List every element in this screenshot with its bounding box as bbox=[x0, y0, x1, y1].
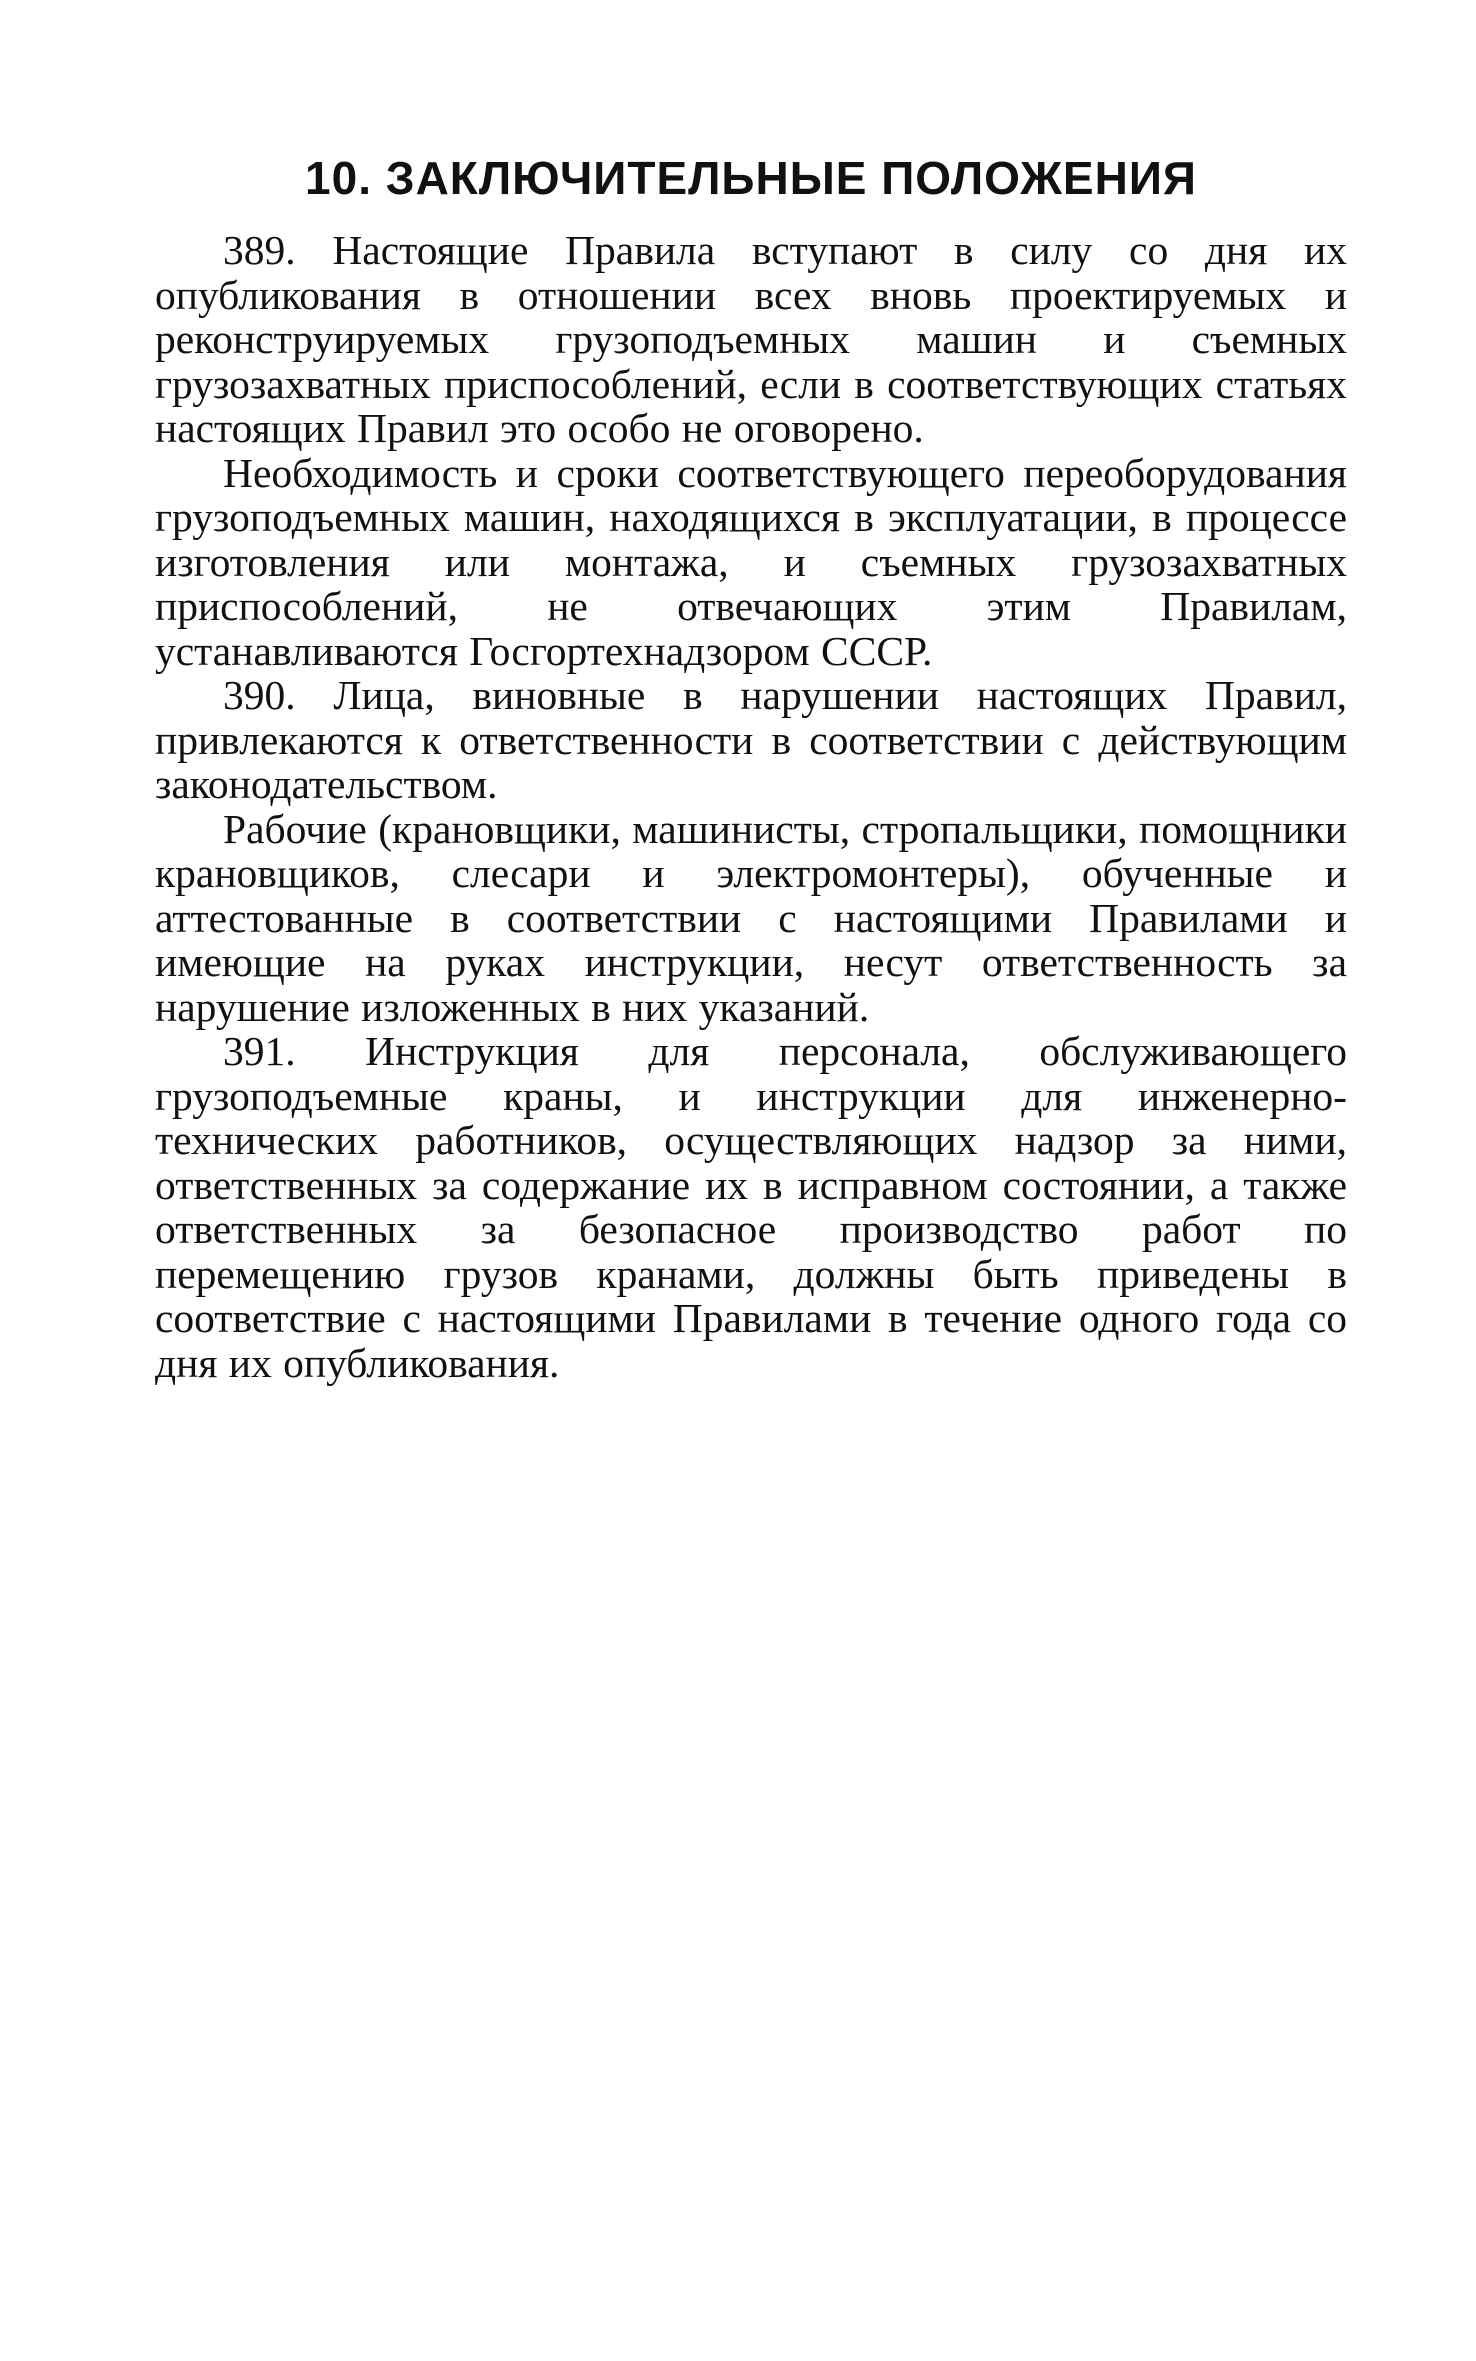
paragraph-389: 389. Настоящие Правила вступают в силу со дня их опубликования в отношении всех вновь проектируемых и реконструируемых грузоподъемных машин и съемных грузозахватных приспособлений, если в соответствующих статьях настоящих Правил это особо не оговорено. bbox=[155, 227, 1347, 451]
paragraph-390-continued: Рабочие (крановщики, машинисты, стропальщики, помощники крановщиков, слесари и электромонтеры), обученные и аттестованные в соответствии с настоящими Правилами и имеющие на руках инструкции, несут ответственность за нарушение изложенных в них указаний. bbox=[155, 805, 1347, 1030]
section-title: 10. ЗАКЛЮЧИТЕЛЬНЫЕ ПОЛОЖЕНИЯ bbox=[305, 152, 1197, 204]
paragraph-391: 391. Инструкция для персонала, обслуживающего грузоподъемные краны, и инструкции для инженерно-технических работников, осуществляющих надзор за ними, ответственных за содержание их в исправном состоянии, а также ответственных за безопасное производство работ по перемещению грузов кранами, должны быть приведены в соответствие с настоящими Правилами в течение одного года со дня их опубликования. bbox=[155, 1028, 1347, 1386]
paragraph-390: 390. Лица, виновные в нарушении настоящих Правил, привлекаются к ответственности в соответствии с действующим законодательством. bbox=[155, 672, 1347, 807]
document-page bbox=[155, 150, 1347, 1385]
paragraph-389-continued: Необходимость и сроки соответствующего переоборудования грузоподъемных машин, находящихся в эксплуатации, в процессе изготовления или монтажа, и съемных грузозахватных приспособлений, не отвечающих этим Правилам, устанавливаются Госгортехнадзором СССР. bbox=[155, 449, 1347, 674]
